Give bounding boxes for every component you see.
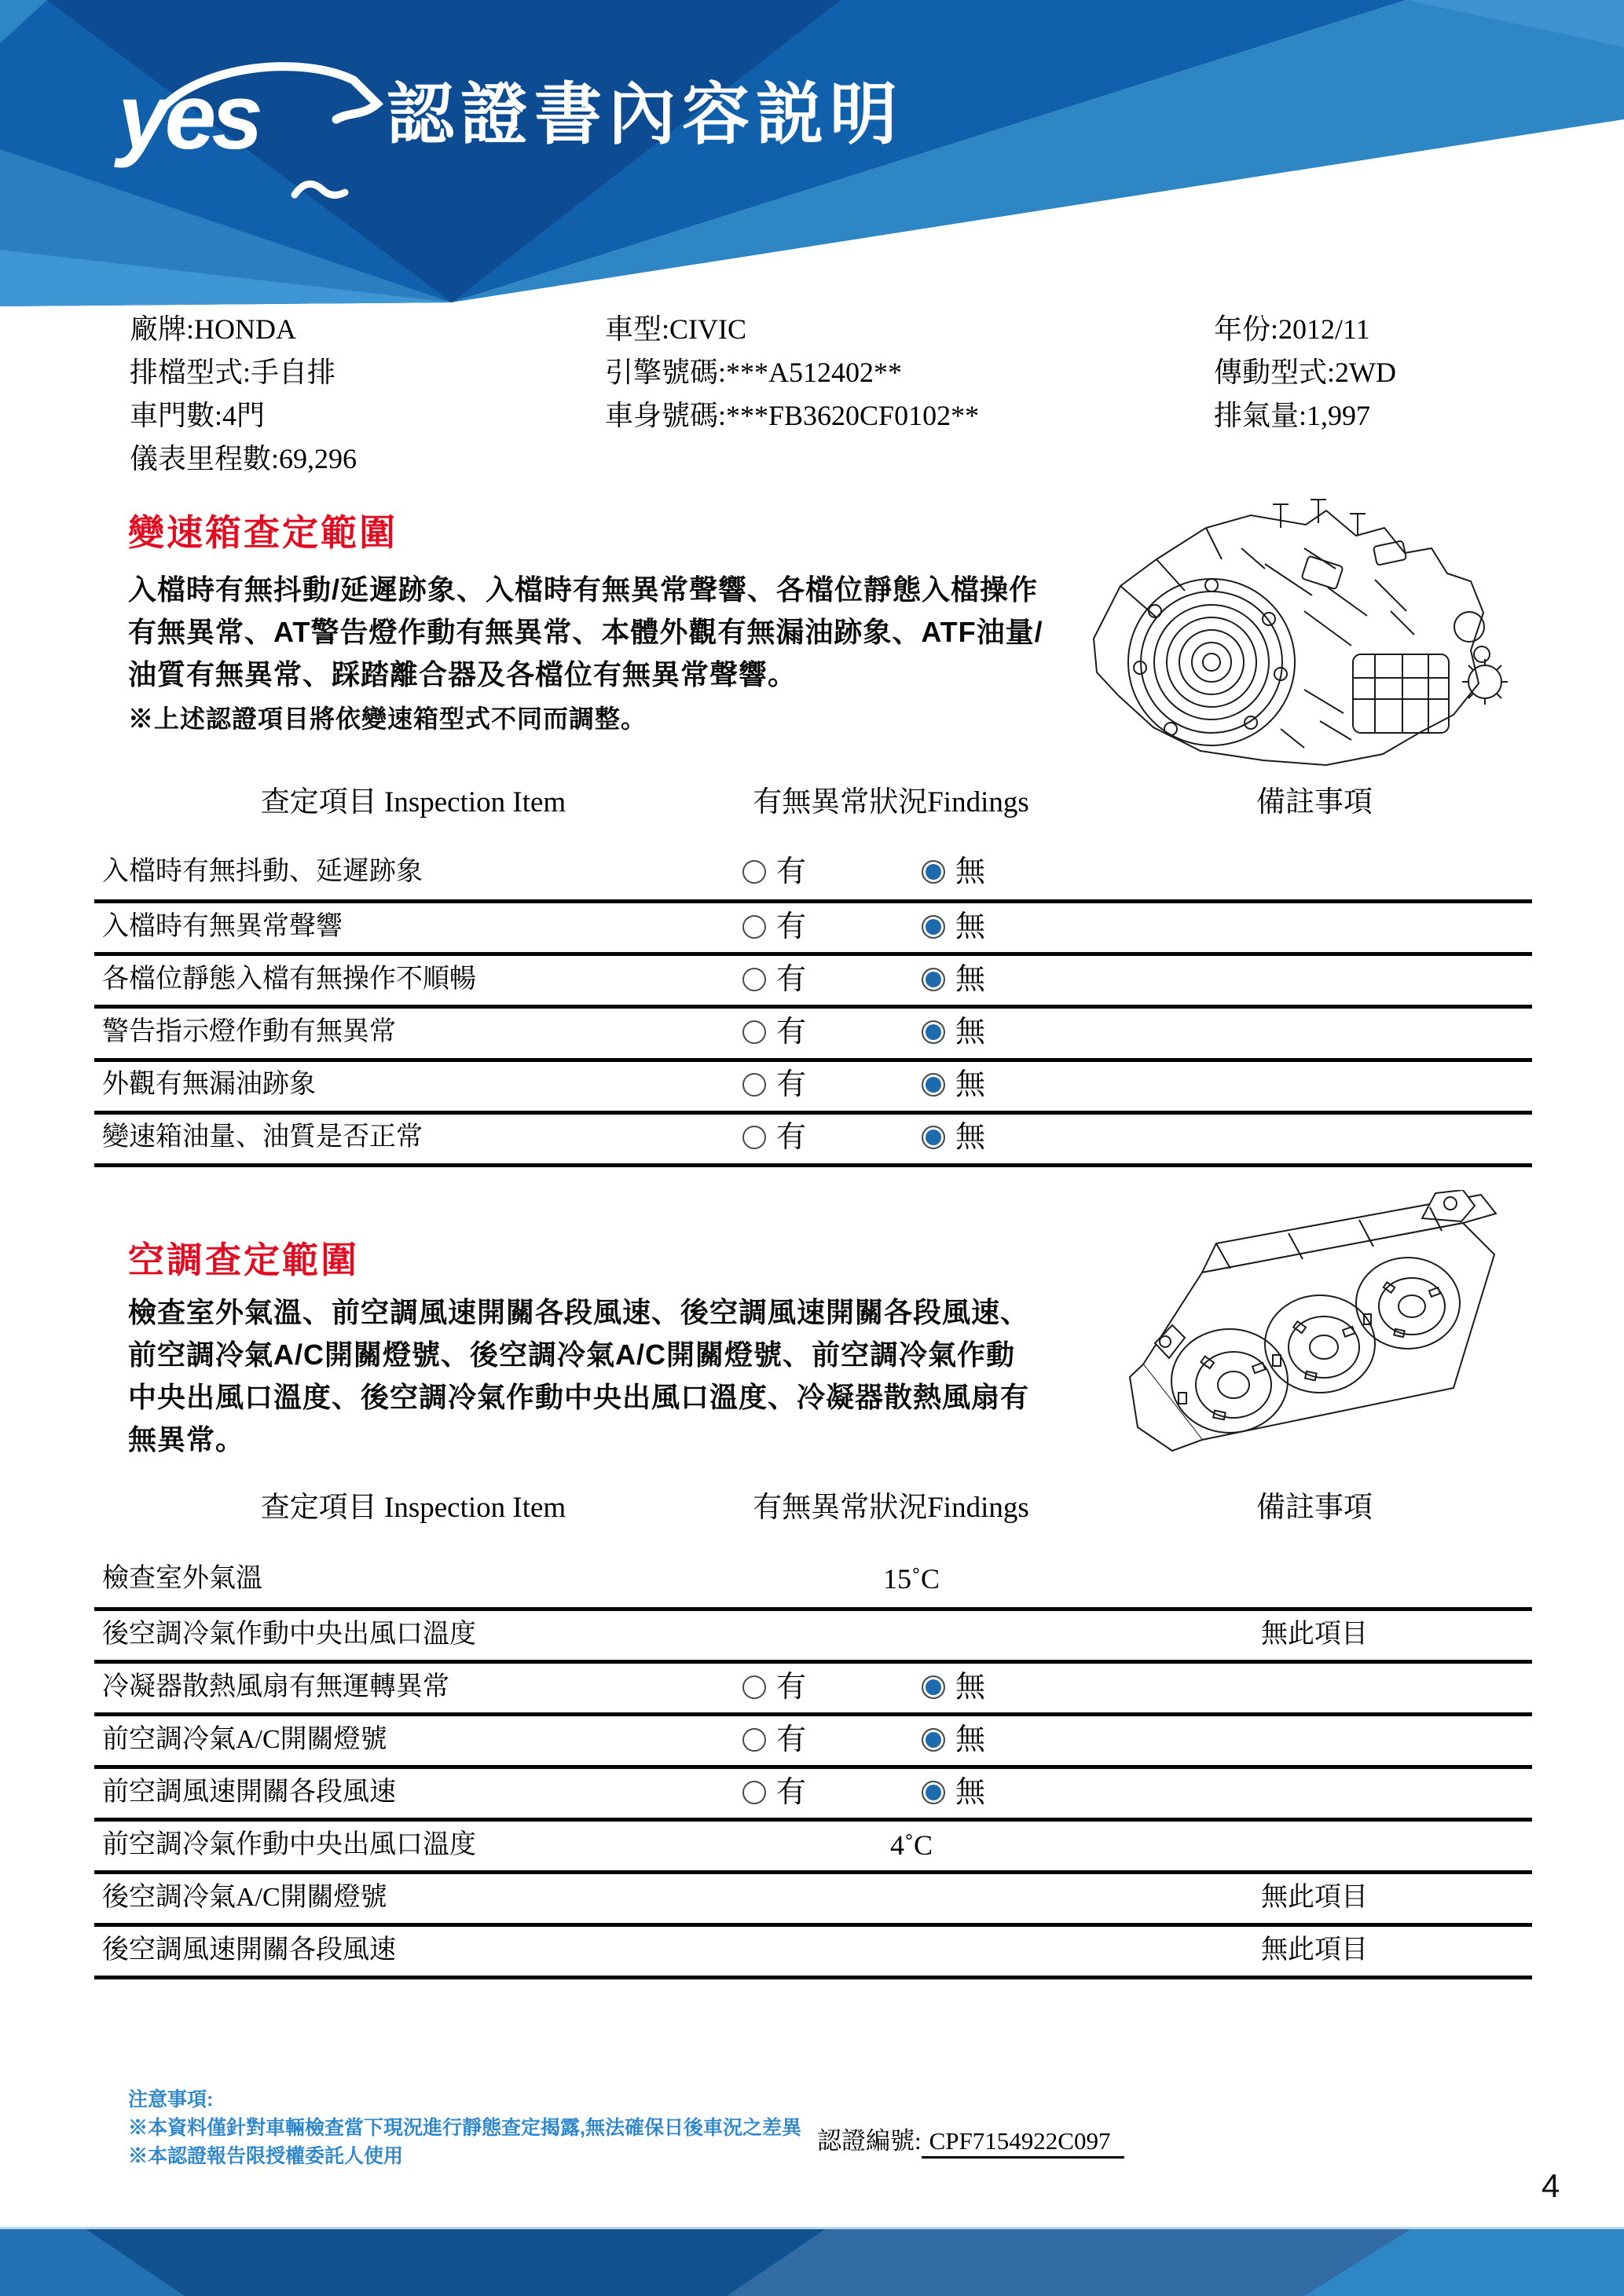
- vehicle-info-item: [130, 441, 357, 477]
- field-value: 2012/11: [1278, 313, 1370, 345]
- section-description-line: 檢查室外氣溫、前空調風速開關各段風速、後空調風速開關各段風速、: [128, 1296, 1030, 1328]
- radio-yes[interactable]: [742, 1675, 766, 1699]
- radio-no-label: 無: [955, 1016, 986, 1049]
- field-label: 引擎號碼:: [605, 357, 727, 388]
- radio-no-label: 無: [955, 1121, 986, 1154]
- radio-no-label: 無: [955, 855, 986, 888]
- page-number: 4: [1542, 2167, 1560, 2204]
- note-line: ※本資料僅針對車輛檢查當下現況進行靜態查定揭露,無法確保日後車況之差異: [128, 2117, 801, 2139]
- radio-yes[interactable]: [742, 860, 766, 884]
- radio-no-label: 無: [955, 1776, 986, 1809]
- vehicle-info-item: [605, 311, 746, 347]
- field-label: 年份:: [1214, 313, 1279, 345]
- section-title-ac: 空調查定範圍: [128, 1240, 359, 1280]
- radio-yes-label: 有: [776, 1121, 807, 1154]
- field-label: 車型:: [605, 313, 670, 345]
- radio-no-selected[interactable]: [922, 915, 945, 939]
- table-header-findings: 有無異常狀況Findings: [753, 1492, 1029, 1524]
- table-row: [0, 961, 1624, 998]
- section-description-line: 中央出風口溫度、後空調冷氣作動中央出風口溫度、冷凝器散熱風扇有: [128, 1381, 1030, 1413]
- field-value: 1,997: [1307, 400, 1371, 431]
- inspection-item-label: 後空調冷氣A/C開關燈號: [102, 1883, 387, 1912]
- field-value: ***FB3620CF0102**: [726, 400, 980, 431]
- row-divider: [94, 952, 1532, 956]
- radio-no-label: 無: [955, 910, 986, 943]
- vehicle-info-item: [130, 354, 335, 390]
- remark-value: 無此項目: [1261, 1620, 1368, 1649]
- table-row: [0, 1560, 1624, 1598]
- table-header-remark: 備註事項: [1256, 1492, 1373, 1524]
- section-description-note: ※上述認證項目將依變速箱型式不同而調整。: [128, 705, 647, 733]
- table-header-inspection-item: 查定項目 Inspection Item: [260, 1492, 566, 1524]
- field-label: 車身號碼:: [605, 400, 727, 431]
- certificate-number-label: 認證編號:: [817, 2127, 922, 2155]
- table-row: [0, 1066, 1624, 1104]
- radio-no-selected[interactable]: [922, 1781, 945, 1804]
- radio-yes[interactable]: [742, 1126, 766, 1149]
- row-divider: [94, 899, 1532, 903]
- field-label: 儀表里程數:: [130, 443, 280, 474]
- radio-yes-label: 有: [776, 855, 807, 888]
- table-row: [0, 1119, 1624, 1156]
- table-header-findings: 有無異常狀況Findings: [753, 786, 1029, 818]
- radio-yes[interactable]: [742, 1728, 766, 1752]
- inspection-item-label: 外觀有無漏油跡象: [102, 1070, 316, 1099]
- table-row: [0, 1013, 1624, 1051]
- radio-no-label: 無: [955, 1671, 986, 1704]
- field-value: 4門: [222, 400, 266, 431]
- finding-value: 15˚C: [883, 1563, 940, 1595]
- radio-yes-label: 有: [776, 1016, 807, 1049]
- radio-no-label: 無: [955, 1068, 986, 1101]
- section-description-line: 入檔時有無抖動/延遲跡象、入檔時有無異常聲響、各檔位靜態入檔操作: [128, 573, 1039, 606]
- section-description-line: 有無異常、AT警告燈作動有無異常、本體外觀有無漏油跡象、ATF油量/: [128, 616, 1043, 648]
- section-title-transmission: 變速箱查定範圍: [128, 512, 398, 553]
- row-divider: [94, 1976, 1532, 1979]
- certificate-number-value: CPF7154922C097: [922, 2127, 1125, 2159]
- ac-panel-illustration: [1084, 1190, 1540, 1461]
- vehicle-info-item: [1214, 354, 1396, 390]
- table-row: [0, 853, 1624, 891]
- radio-yes[interactable]: [742, 1020, 766, 1044]
- finding-value: 4˚C: [890, 1829, 933, 1861]
- radio-yes-label: 有: [776, 1723, 807, 1756]
- row-divider: [94, 1660, 1532, 1664]
- table-row: [0, 1774, 1624, 1811]
- row-divider: [94, 1712, 1532, 1716]
- table-row: [0, 1932, 1624, 1969]
- field-label: 車門數:: [130, 400, 223, 431]
- radio-yes[interactable]: [742, 915, 766, 939]
- radio-yes-label: 有: [776, 910, 807, 943]
- field-value: CIVIC: [669, 313, 747, 345]
- vehicle-info-item: [605, 397, 979, 434]
- inspection-item-label: 前空調冷氣A/C開關燈號: [102, 1725, 387, 1754]
- table-row: [0, 1668, 1624, 1706]
- yes-logo: [118, 47, 416, 236]
- certificate-number-line: [817, 2126, 1124, 2157]
- field-value: ***A512402**: [726, 357, 903, 388]
- section-description-line: 前空調冷氣A/C開關燈號、後空調冷氣A/C開關燈號、前空調冷氣作動: [128, 1338, 1015, 1371]
- vehicle-info-item: [130, 397, 265, 434]
- field-label: 排氣量:: [1214, 400, 1307, 431]
- table-row: [0, 1879, 1624, 1917]
- inspection-item-label: 各檔位靜態入檔有無操作不順暢: [102, 965, 476, 994]
- radio-yes-label: 有: [776, 1068, 807, 1101]
- transmission-illustration: [1045, 493, 1532, 776]
- radio-no-selected[interactable]: [922, 1073, 945, 1097]
- vehicle-info-item: [130, 311, 296, 347]
- radio-yes-label: 有: [776, 1776, 807, 1809]
- radio-no-selected[interactable]: [922, 968, 945, 991]
- row-divider: [94, 1058, 1532, 1062]
- row-divider: [94, 1163, 1532, 1167]
- inspection-item-label: 前空調風速開關各段風速: [102, 1778, 396, 1807]
- radio-yes[interactable]: [742, 1073, 766, 1097]
- field-value: 手自排: [251, 357, 336, 388]
- row-divider: [94, 1111, 1532, 1115]
- note-line: ※本認證報告限授權委託人使用: [128, 2145, 404, 2167]
- inspection-item-label: 入檔時有無異常聲響: [102, 912, 343, 941]
- field-label: 廠牌:: [130, 313, 195, 345]
- field-label: 傳動型式:: [1214, 357, 1336, 388]
- inspection-item-label: 變速箱油量、油質是否正常: [102, 1122, 423, 1152]
- section-description-line: 無異常。: [128, 1423, 245, 1456]
- row-divider: [94, 1818, 1532, 1822]
- vehicle-info-item: [1214, 397, 1370, 434]
- table-row: [0, 1616, 1624, 1653]
- row-divider: [94, 1765, 1532, 1769]
- remark-value: 無此項目: [1261, 1935, 1368, 1965]
- radio-yes[interactable]: [742, 1781, 766, 1804]
- table-header-remark: 備註事項: [1256, 786, 1373, 818]
- table-row: [0, 1826, 1624, 1864]
- logo-text: yes: [118, 65, 258, 169]
- radio-no-selected[interactable]: [922, 1126, 945, 1149]
- radio-yes-label: 有: [776, 1671, 807, 1704]
- radio-no-selected[interactable]: [922, 1020, 945, 1044]
- row-divider: [94, 1870, 1532, 1874]
- inspection-item-label: 入檔時有無抖動、延遲跡象: [102, 857, 423, 886]
- section-description-line: 油質有無異常、踩踏離合器及各檔位有無異常聲響。: [128, 658, 797, 690]
- inspection-item-label: 警告指示燈作動有無異常: [102, 1017, 396, 1046]
- row-divider: [94, 1005, 1532, 1009]
- inspection-item-label: 後空調風速開關各段風速: [102, 1935, 396, 1965]
- footer-banner: [0, 2227, 1624, 2296]
- page-title: 認證書內容説明: [387, 77, 904, 152]
- inspection-item-label: 冷凝器散熱風扇有無運轉異常: [102, 1672, 449, 1701]
- notes-heading: 注意事項:: [128, 2089, 214, 2111]
- field-value: 2WD: [1335, 357, 1396, 388]
- radio-no-selected[interactable]: [922, 1728, 945, 1752]
- field-label: 排檔型式:: [130, 357, 251, 388]
- inspection-item-label: 前空調冷氣作動中央出風口溫度: [102, 1830, 476, 1859]
- field-value: HONDA: [194, 313, 297, 345]
- radio-no-selected[interactable]: [922, 860, 945, 884]
- vehicle-info-item: [605, 354, 902, 390]
- vehicle-info-item: [1214, 311, 1370, 347]
- table-row: [0, 1721, 1624, 1759]
- row-divider: [94, 1923, 1532, 1927]
- inspection-item-label: 後空調冷氣作動中央出風口溫度: [102, 1620, 476, 1649]
- radio-no-label: 無: [955, 1723, 986, 1756]
- radio-yes[interactable]: [742, 968, 766, 991]
- field-value: 69,296: [279, 443, 357, 474]
- table-header-inspection-item: 查定項目 Inspection Item: [260, 786, 566, 818]
- radio-no-selected[interactable]: [922, 1675, 945, 1699]
- radio-no-label: 無: [955, 963, 986, 996]
- row-divider: [94, 1607, 1532, 1611]
- inspection-item-label: 檢查室外氣溫: [102, 1564, 262, 1593]
- remark-value: 無此項目: [1261, 1883, 1368, 1912]
- table-row: [0, 908, 1624, 946]
- radio-yes-label: 有: [776, 963, 807, 996]
